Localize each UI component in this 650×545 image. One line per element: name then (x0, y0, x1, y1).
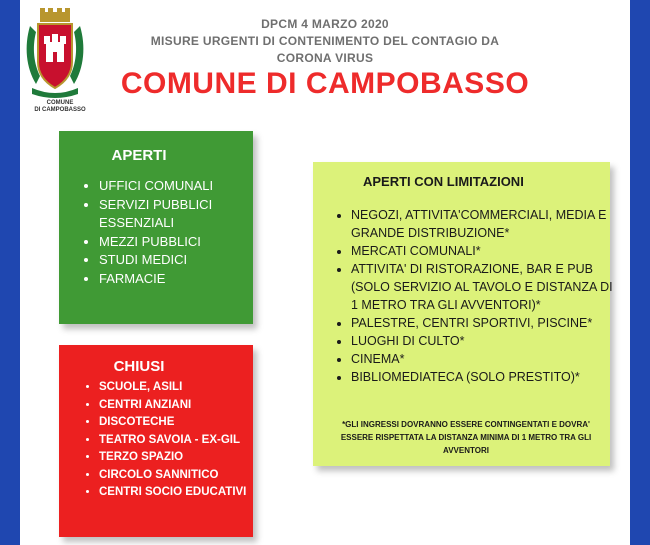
blue-frame-right (630, 0, 650, 545)
poster (20, 0, 630, 545)
chiusi-item: • SCUOLE, ASILI (99, 379, 271, 397)
limitazioni-title: APERTI CON LIMITAZIONI (363, 174, 524, 189)
coat-of-arms-graphic (24, 6, 86, 98)
logo-caption-line2: DI CAMPOBASSO (34, 107, 86, 113)
limitazioni-item: • PALESTRE, CENTRI SPORTIVI, PISCINE* (351, 314, 621, 332)
aperti-list (79, 177, 269, 288)
limitazioni-note: *GLI INGRESSI DOVRANNO ESSERE CONTINGENTATI E DOVRA' ESSERE RISPETTATA LA DISTANZA MINIMA DI 1 METRO TRA GLI AVVENTORI (340, 420, 592, 455)
aperti-item: • SERVIZI PUBBLICI ESSENZIALI (99, 196, 269, 233)
limitazioni-item: • LUOGHI DI CULTO* (351, 332, 621, 350)
aperti-item: • MEZZI PUBBLICI (99, 233, 269, 252)
aperti-item: • STUDI MEDICI (99, 251, 269, 270)
limitazioni-item: • BIBLIOMEDIATECA (SOLO PRESTITO)* (351, 368, 621, 386)
header-line-2: MISURE URGENTI DI CONTENIMENTO DEL CONTAGIO DA (150, 34, 500, 48)
aperti-item: • FARMACIE (99, 270, 269, 289)
chiusi-item: • CENTRI SOCIO EDUCATIVI (99, 484, 271, 502)
limitazioni-list (331, 206, 621, 386)
limitazioni-item: • CINEMA* (351, 350, 621, 368)
aperti-item: • UFFICI COMUNALI (99, 177, 269, 196)
chiusi-item: • TEATRO SAVOIA - EX-GIL (99, 432, 271, 450)
header-text (120, 16, 530, 67)
chiusi-item: • DISCOTECHE (99, 414, 271, 432)
chiusi-item: • TERZO SPAZIO (99, 449, 271, 467)
limitazioni-item: • ATTIVITA' DI RISTORAZIONE, BAR E PUB (SOLO SERVIZIO AL TAVOLO E DISTANZA DI 1 METRO TRA GLI AVVENTORI)* (351, 260, 621, 314)
logo-caption (24, 100, 96, 114)
chiusi-title: CHIUSI (113, 358, 165, 375)
aperti-box (59, 131, 253, 324)
coat-of-arms-icon (24, 6, 86, 113)
header-line-1: DPCM 4 MARZO 2020 (261, 17, 389, 31)
blue-frame-left (0, 0, 20, 545)
chiusi-item: • CIRCOLO SANNITICO (99, 467, 271, 485)
header-line-3: CORONA VIRUS (276, 51, 374, 65)
limitazioni-box (313, 162, 613, 466)
logo-caption-line1: COMUNE (46, 100, 74, 106)
chiusi-item: • CENTRI ANZIANI (99, 397, 271, 415)
chiusi-box (59, 345, 253, 537)
limitazioni-item: • MERCATI COMUNALI* (351, 242, 621, 260)
limitazioni-item: • NEGOZI, ATTIVITA'COMMERCIALI, MEDIA E GRANDE DISTRIBUZIONE* (351, 206, 621, 242)
page-title: COMUNE DI CAMPOBASSO (120, 67, 530, 100)
chiusi-list (79, 379, 271, 502)
aperti-title: APERTI (111, 147, 167, 164)
